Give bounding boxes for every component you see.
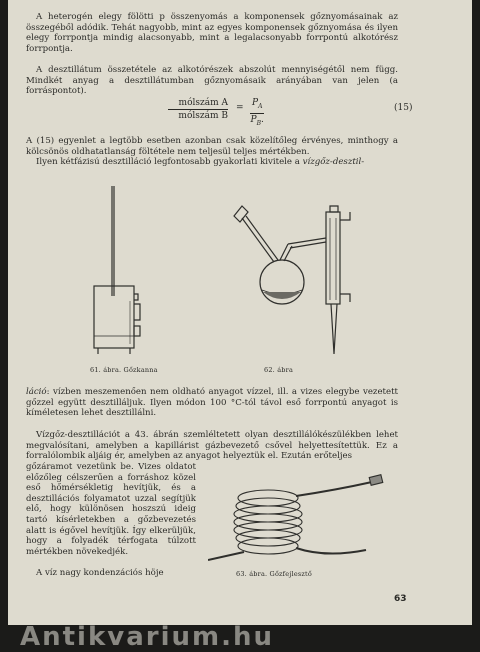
figure-61-steam-kettle <box>78 176 158 366</box>
page-number: 63 <box>394 594 407 604</box>
paragraph-6a: Vízgőz-desztillációt a 43. ábrán szemléltetett olyan desztillálókészülékben lehet megvalósítani, amelyben a kapillárist gázbevezető csővel helyettesítettük. Ez a forralólombik aljáig ér, amelyben az anyagot helyeztük el. Ezután erőteljes <box>26 430 398 462</box>
paragraph-4-text: Ilyen kétfázisú desztilláció legfontosabb gyakorlati kivitele a <box>36 157 303 167</box>
equation-lhs-top: mólszám A <box>168 97 228 110</box>
equation-15 <box>168 97 468 129</box>
paragraph-5-text: : vízben meszemenően nem oldható anyagot vízzel, ill. a vizes elegybe vezetett gőzzel együtt desztilláljuk. Ilyen módon 100 °C-tól távol eső forrpontú anyagot is kíméletesen lehet desztillálni. <box>26 387 398 419</box>
figure-63-steam-generator <box>208 470 398 570</box>
equation-numerator-sub: A <box>258 102 263 110</box>
figure-62-caption: 62. ábra <box>264 366 294 374</box>
equation-denominator-sub: B <box>256 119 261 127</box>
paragraph-7: A víz nagy kondenzációs höje <box>36 568 164 578</box>
paragraph-4-emphasis: vízgőz-desztil- <box>302 157 365 167</box>
paragraph-4 <box>26 157 398 168</box>
figure-63-caption: 63. ábra. Gőzfejlesztő <box>236 570 312 578</box>
paragraph-6b: gőzáramot vezetünk be. Vizes oldatot előzőleg célszerűen a forráshoz közel eső hőmérsékletig hevítjük, és a desztillációs folyamatot uzzal segítjük elő, hogy különösen hoszszú ideig tartó kísérletekben a gőzbevezetés alatt is égővel hevítjük. Így elkerüljük, hogy a folyadék térfogata túlzott mértékben növekedjék. <box>26 462 196 557</box>
equation-number: (15) <box>394 103 413 113</box>
equation-lhs-bottom: mólszám B <box>178 111 228 121</box>
paragraph-5 <box>26 387 398 419</box>
equation-denominator: P <box>250 114 257 125</box>
figure-62-distillation-apparatus <box>230 192 370 362</box>
book-page <box>8 0 472 625</box>
equation-numerator: P <box>252 98 259 108</box>
paragraph-3: A (15) egyenlet a legtöbb esetben azonban csak közelítőleg érvényes, minthogy a kölcsönös oldhatatlanság föltétele nem teljesül teljes mértékben. <box>26 136 398 157</box>
paragraph-5-emphasis: láció <box>26 387 47 397</box>
figure-61-caption: 61. ábra. Gőzkanna <box>90 366 158 374</box>
paragraph-2: A desztillátum összetétele az alkotórészek abszolút mennyiségétől nem függ. Mindkét anyag a desztillátumban gőznyomásaik arányában van jelen (a forráspontot). <box>26 65 398 97</box>
equation-trail: . <box>261 114 264 125</box>
equation-equals: = <box>236 103 244 113</box>
paragraph-1: A heterogén elegy fölötti p összenyomás a komponensek gőznyomásainak az összegéből adódik. Tehát nagyobb, mint az egyes komponensek gőznyomása és ilyen elegy forrpontja mindig alacsonyabb, mint a legalacsonyabb forrpontú alkotórész forrpontja. <box>26 12 398 54</box>
watermark-text: Antikvarium.hu <box>20 622 274 652</box>
